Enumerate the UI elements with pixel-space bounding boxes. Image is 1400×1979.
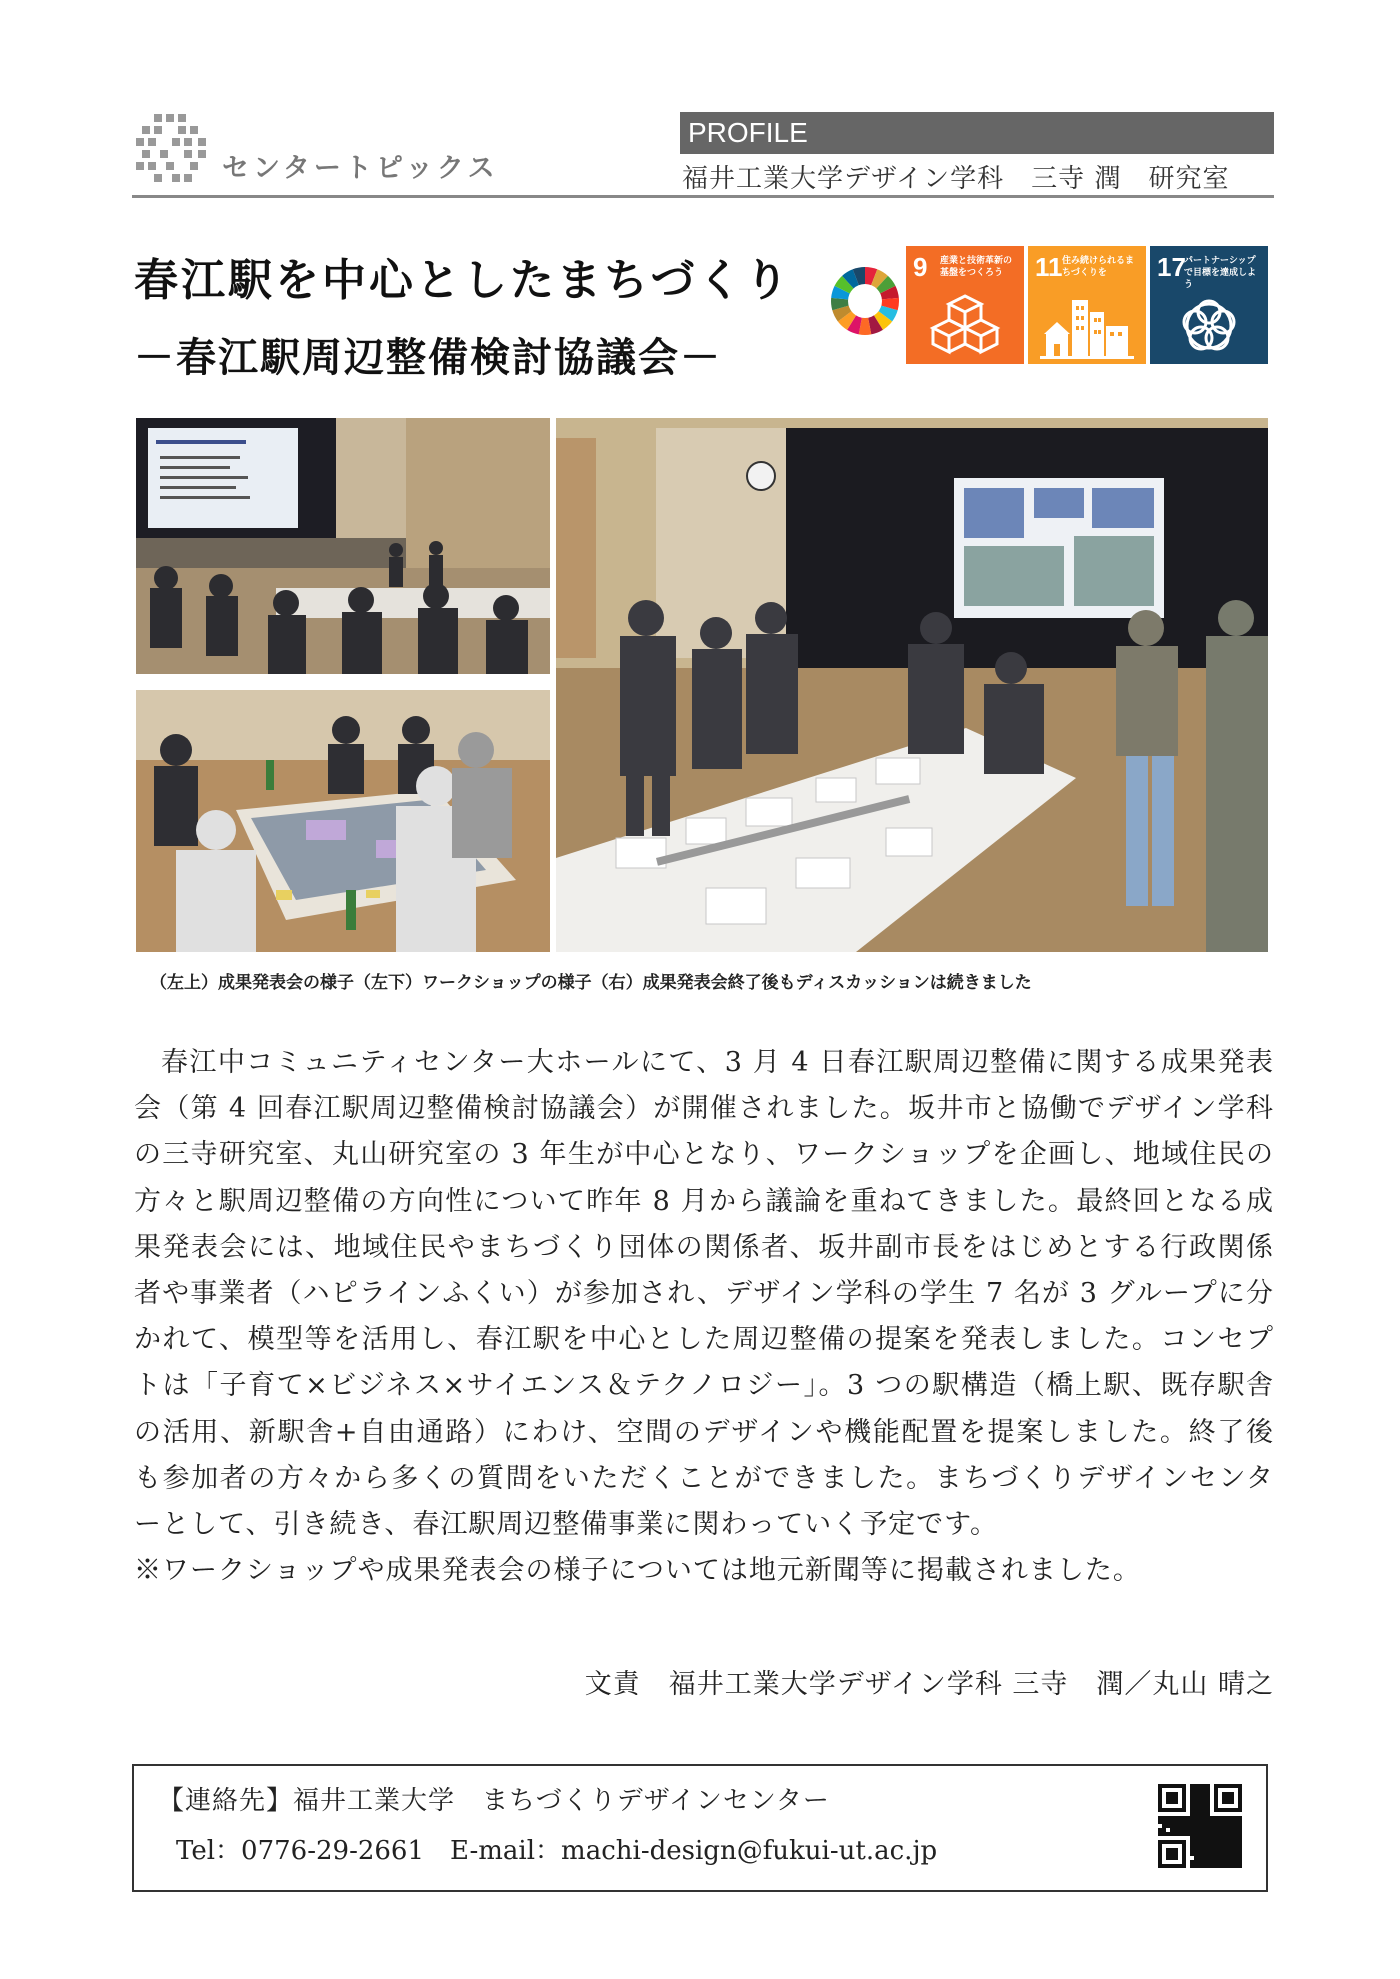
center-logo-icon [136, 114, 210, 188]
article-body [134, 1040, 1274, 1594]
photo-caption: （左上）成果発表会の様子（左下）ワークショップの様子（右）成果発表会終了後もディスカッションは続きました [150, 973, 1032, 993]
page-title: 春江駅を中心としたまちづくり [134, 255, 792, 306]
sdg-tile-9 [906, 246, 1024, 364]
qr-code-icon[interactable] [1158, 1784, 1242, 1868]
rings-icon [1150, 286, 1268, 364]
photo-discussion [556, 418, 1268, 952]
city-icon [1028, 286, 1146, 364]
body-paragraph: 春江中コミュニティセンター大ホールにて、3 月 4 日春江駅周辺整備に関する成果発表会（第 4 回春江駅周辺整備検討協議会）が開催されました。坂井市と協働でデザイン学科の三寺研究室、丸山研究室の 3 年生が中心となり、ワークショップを企画し、地域住民の方々と駅周辺整備の方向性について昨年 8 月から議論を重ねてきました。最終回となる成果発表会には、地域住民やまちづくり団体の関係者、坂井副市長をはじめとする行政関係者や事業者（ハピラインふくい）が参加され、デザイン学科の学生 7 名が 3 グループに分かれて、模型等を活用し、春江駅を中心とした周辺整備の提案を発表しました。コンセプトは「子育て×ビジネス×サイエンス＆テクノロジー」。3 つの駅構造（橋上駅、既存駅舎の活用、新駅舎+自由通路）にわけ、空間のデザインや機能配置を提案しました。終了後も参加者の方々から多くの質問をいただくことができました。まちづくりデザインセンターとして、引き続き、春江駅周辺整備事業に関わっていく予定です。 [134, 1047, 1274, 1541]
sdg-wheel-icon [830, 266, 900, 336]
sdg-number: 9 [913, 252, 928, 282]
photo-presentation [136, 418, 550, 674]
sdg-tile-11 [1028, 246, 1146, 364]
photo-workshop [136, 690, 550, 952]
contact-details[interactable]: Tel：0776-29-2661 E-mail：machi-design@fukui-ut.ac.jp [176, 1836, 938, 1866]
profile-text: 福井工業大学デザイン学科 三寺 潤 研究室 [682, 164, 1230, 194]
sdg-text: 産業と技術革新の基盤をつくろう [940, 256, 1013, 278]
sdg-number: 11 [1035, 252, 1063, 282]
sdg-number: 17 [1157, 252, 1186, 282]
sdg-tile-17 [1150, 246, 1268, 364]
profile-label: PROFILE [688, 117, 808, 148]
author-credit: 文責 福井工業大学デザイン学科 三寺 潤／丸山 晴之 [584, 1669, 1274, 1700]
sdg-text: 住み続けられるまちづくりを [1062, 256, 1135, 278]
header-divider [132, 195, 1274, 198]
sdg-text: パートナーシップで目標を達成しよう [1184, 256, 1257, 290]
body-note: ※ワークショップや成果発表会の様子については地元新聞等に掲載されました。 [134, 1555, 1141, 1587]
page-subtitle: －春江駅周辺整備検討協議会－ [134, 335, 722, 381]
section-label: センタートピックス [222, 153, 499, 184]
cubes-icon [906, 286, 1024, 364]
contact-heading: 【連絡先】福井工業大学 まちづくりデザインセンター [158, 1786, 830, 1816]
